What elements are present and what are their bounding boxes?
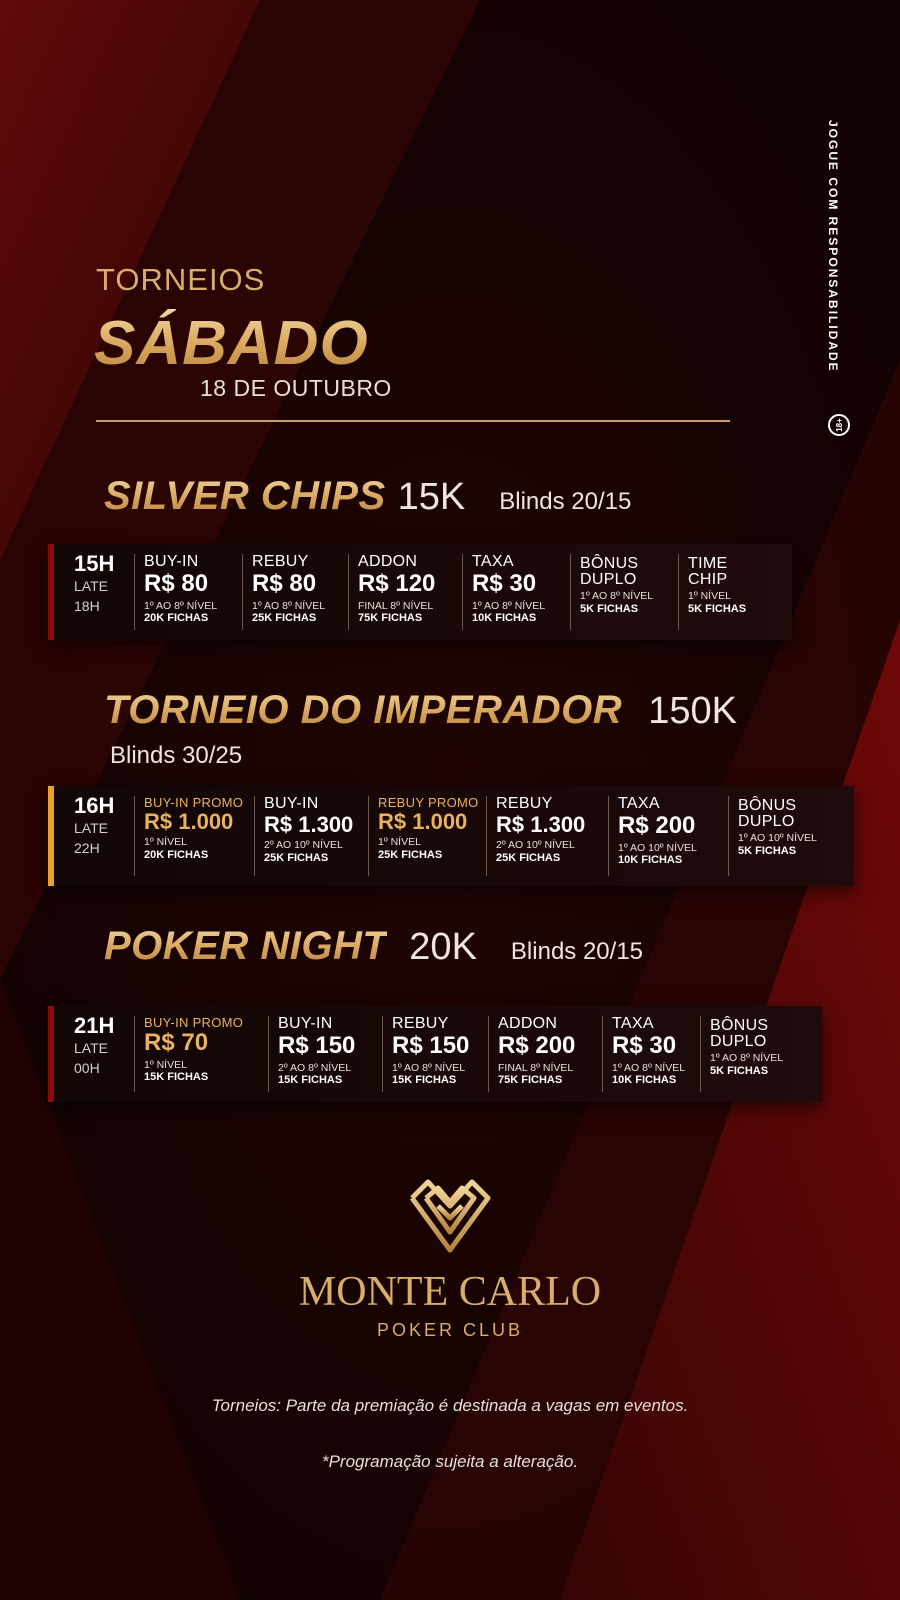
late-time: 22H — [74, 839, 100, 856]
late-time: 18H — [74, 597, 100, 614]
cell-chips: 75K FICHAS — [498, 1074, 563, 1087]
start-hour: 16H — [74, 793, 115, 818]
cell-chips: 25K FICHAS — [378, 848, 443, 861]
cell-buy-in — [268, 1006, 382, 1102]
cell-value: R$ 30 — [612, 1032, 677, 1059]
cell-label: BÔNUS DUPLO — [710, 1017, 769, 1050]
footer-note-prizes: Torneios: Parte da premiação é destinada a vagas em eventos. — [211, 1396, 689, 1415]
header-day: SÁBADO — [94, 309, 369, 378]
cell-label: BÔNUS DUPLO — [738, 797, 797, 830]
tournament-3-title — [104, 924, 643, 969]
header-date: 18 DE OUTUBRO — [200, 375, 392, 401]
cell-chips: 5K FICHAS — [710, 1064, 769, 1077]
club-name: MONTE CARLO — [298, 1269, 602, 1315]
cell-level: 2º AO 8º NÍVEL — [278, 1061, 352, 1074]
tournament-prize: 20K — [409, 926, 477, 968]
cell-label: ADDON — [358, 553, 418, 570]
cell-level: 2º AO 10º NÍVEL — [496, 839, 575, 852]
cell-chips: 15K FICHAS — [392, 1074, 457, 1087]
cell-chips: 25K FICHAS — [264, 851, 329, 864]
cell-addon — [488, 1006, 602, 1102]
cell-value: R$ 1.300 — [496, 812, 586, 837]
cell-buy-in-promo — [134, 786, 254, 886]
header-divider — [96, 420, 730, 422]
cell-taxa — [462, 544, 570, 640]
cell-level: 1º AO 8º NÍVEL — [580, 590, 654, 602]
tournament-blinds: Blinds 20/15 — [510, 938, 644, 965]
tournament-name: POKER NIGHT — [104, 924, 388, 968]
cell-level: 1º AO 8º NÍVEL — [710, 1052, 784, 1064]
late-label: LATE — [74, 578, 108, 595]
start-hour: 21H — [74, 1013, 115, 1038]
cell-level: 1º AO 8º NÍVEL — [252, 599, 326, 612]
cell-value: R$ 150 — [278, 1032, 356, 1059]
cell-level: 1º NÍVEL — [144, 1058, 187, 1071]
cell-chips: 5K FICHAS — [738, 844, 797, 857]
cell-chips: 10K FICHAS — [472, 612, 537, 625]
club-subtitle: POKER CLUB — [376, 1320, 524, 1340]
cell-value: R$ 1.000 — [378, 809, 468, 834]
cell-value: R$ 80 — [252, 570, 317, 597]
tournament-1-title — [104, 474, 631, 519]
monte-carlo-logo-icon — [404, 1176, 496, 1256]
cell-chips: 20K FICHAS — [144, 848, 209, 861]
footer-note-schedule: *Programação sujeita a alteração. — [321, 1452, 579, 1471]
cell-level: 1º NÍVEL — [144, 836, 187, 849]
cell-chips: 75K FICHAS — [358, 612, 423, 625]
cell-label: TAXA — [472, 553, 514, 570]
cell-rebuy — [486, 786, 608, 886]
cell-chips: 5K FICHAS — [688, 602, 747, 615]
tournament-1-row — [48, 544, 792, 640]
cell-value: R$ 1.300 — [264, 812, 354, 837]
cell-value: R$ 200 — [618, 812, 696, 839]
late-time: 00H — [74, 1059, 100, 1076]
cell-label: BUY-IN PROMO — [144, 1015, 244, 1030]
cell-chips: 15K FICHAS — [144, 1071, 209, 1084]
cell-label: ADDON — [498, 1015, 558, 1032]
cell-chips: 5K FICHAS — [580, 602, 639, 615]
late-label: LATE — [74, 1040, 108, 1057]
cell-bonus-duplo — [700, 1006, 802, 1102]
cell-buy-in — [254, 786, 368, 886]
start-time — [54, 1006, 134, 1102]
cell-level: 2º AO 10º NÍVEL — [264, 839, 343, 852]
cell-rebuy — [382, 1006, 488, 1102]
cell-rebuy-promo — [368, 786, 486, 886]
tournament-prize: 15K — [397, 476, 466, 518]
cell-label: BUY-IN — [144, 553, 199, 570]
cell-value: R$ 30 — [472, 570, 537, 597]
cell-value: R$ 1.000 — [144, 809, 234, 834]
cell-value: R$ 120 — [358, 570, 436, 597]
cell-label: REBUY — [392, 1015, 449, 1032]
cell-chips: 25K FICHAS — [252, 612, 317, 625]
cell-label: TAXA — [612, 1015, 654, 1032]
cell-label: REBUY — [252, 553, 309, 570]
start-time — [54, 544, 134, 640]
cell-label: TIME CHIP — [688, 555, 728, 588]
cell-label: REBUY PROMO — [378, 795, 479, 810]
cell-level: 1º AO 8º NÍVEL — [612, 1061, 686, 1074]
tournament-blinds: Blinds 20/15 — [499, 488, 632, 515]
cell-label: REBUY — [496, 795, 553, 812]
cell-bonus-duplo — [570, 544, 678, 640]
cell-chips: 15K FICHAS — [278, 1074, 343, 1087]
tournament-name: TORNEIO DO IMPERADOR — [104, 688, 623, 732]
start-time — [54, 786, 134, 886]
cell-value: R$ 80 — [144, 570, 209, 597]
cell-level: 1º AO 10º NÍVEL — [738, 832, 817, 844]
cell-label: BUY-IN PROMO — [144, 795, 244, 810]
cell-level: FINAL 8º NÍVEL — [498, 1061, 574, 1074]
responsible-gaming-note: JOGUE COM RESPONSABILIDADE — [826, 120, 840, 373]
cell-level: 1º AO 10º NÍVEL — [618, 841, 697, 854]
cell-addon — [348, 544, 462, 640]
cell-chips: 20K FICHAS — [144, 612, 209, 625]
tournament-3-row — [48, 1006, 822, 1102]
late-label: LATE — [74, 820, 108, 837]
cell-value: R$ 200 — [498, 1032, 576, 1059]
start-hour: 15H — [74, 551, 115, 576]
tournament-prize: 150K — [648, 690, 737, 732]
cell-time-chip — [678, 544, 766, 640]
cell-taxa — [602, 1006, 700, 1102]
cell-level: 1º AO 8º NÍVEL — [472, 599, 546, 612]
tournament-name: SILVER CHIPS — [104, 474, 386, 518]
cell-value: R$ 150 — [392, 1032, 470, 1059]
cell-label: TAXA — [618, 795, 660, 812]
tournament-2-title — [104, 688, 737, 733]
cell-rebuy — [242, 544, 348, 640]
header-label: TORNEIOS — [96, 262, 266, 297]
cell-level: 1º NÍVEL — [688, 590, 731, 602]
cell-level: 1º AO 8º NÍVEL — [144, 599, 218, 612]
cell-chips: 10K FICHAS — [612, 1074, 677, 1087]
cell-chips: 25K FICHAS — [496, 851, 561, 864]
cell-level: 1º AO 8º NÍVEL — [392, 1061, 466, 1074]
age-18-badge-icon: 18+ — [828, 414, 850, 436]
cell-buy-in-promo — [134, 1006, 268, 1102]
cell-label: BUY-IN — [264, 795, 319, 812]
cell-label: BUY-IN — [278, 1015, 333, 1032]
cell-label: BÔNUS DUPLO — [580, 555, 639, 588]
tournament-blinds: Blinds 30/25 — [110, 742, 243, 769]
cell-bonus-duplo — [728, 786, 828, 886]
cell-chips: 10K FICHAS — [618, 854, 683, 867]
cell-value: R$ 70 — [144, 1029, 209, 1056]
tournament-2-row — [48, 786, 854, 886]
cell-level: 1º NÍVEL — [378, 836, 421, 849]
cell-level: FINAL 8º NÍVEL — [358, 599, 434, 612]
cell-buy-in — [134, 544, 242, 640]
cell-taxa — [608, 786, 728, 886]
